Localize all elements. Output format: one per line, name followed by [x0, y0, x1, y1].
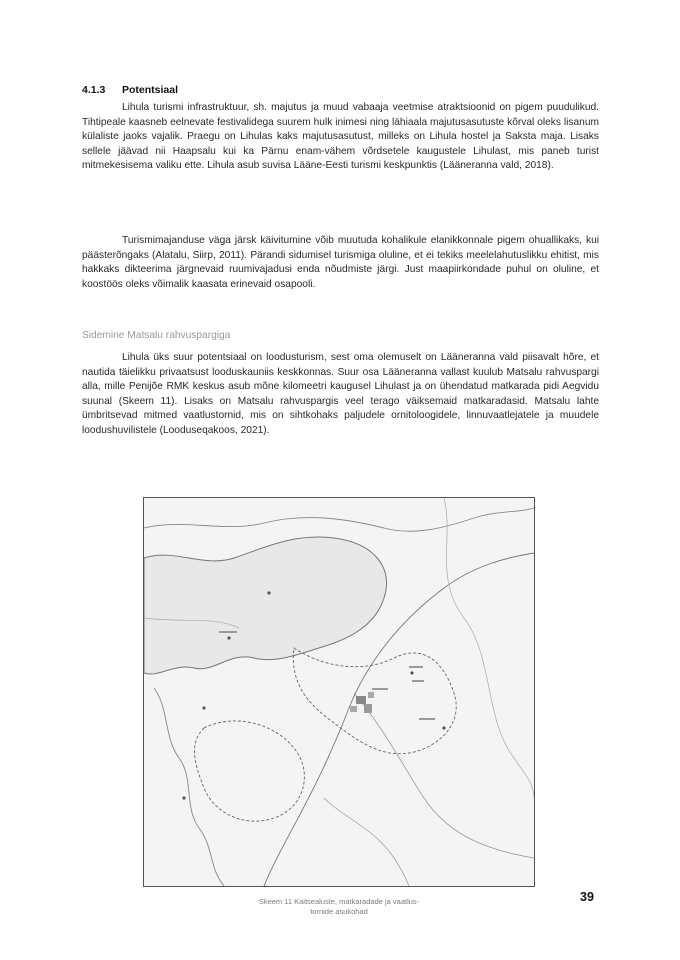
- paragraph-tourism-economy: Turismimajanduse väga järsk käivitumine võib muutuda kohalikule elanikkonnale pigem ohuallikaks, kui päästerõngaks (Alatalu, Siirp, 2011). Pärandi sidumisel turismiga oluline, et ei tekiks meelelahutuslikku ehitist, mis hakkaks dikteerima järgnevaid ruumivajadusi enda nõudmiste järgi. Just maapiirkondade puhul on oluline, et koostöös oleks võimalik kaasata erinevaid osapooli.: [82, 235, 599, 290]
- section-title: Potentsiaal: [122, 84, 179, 96]
- caption-line-1: Skeem 11 Kaitsealuste, matkaradade ja vaatlus-: [258, 897, 420, 906]
- paragraph-infrastructure: Lihula turismi infrastruktuur, sh. majutus ja muud vabaaja veetmise atraktsioonid on pigem puudulikud. Tihtipeale kaasneb eelnevate festivalidega suurem hulk inimesi ning lähiaala majutusasutuste kõrval oleks lisanum külaliste jaoks vajalik. Praegu on Lihulas kaks majutusasutust, milleks on Lihula hostel ja Saksta maja. Lisaks sellele jäävad nii Haapsalu kui ka Pärnu enam-vähem võrdsetele kaugustele Lihulast, mis paneb turist mitmekesisema valiku ette. Lihula asub suvisa Lääne-Eesti turismi keskpunktis (Lääneranna vald, 2018).: [82, 102, 599, 172]
- paragraph-nature-tourism: Lihula üks suur potentsiaal on loodusturism, sest oma olemuselt on Lääneranna vald piisavalt hõre, et nautida täielikku privaatsust looduskauniis keskkonnas. Suur osa Lääneranna vallast kuulub Matsalu rahvuspargi alla, mille Penijõe RMK keskus asub mõne kilomeetri kaugusel Lihulast ja on ühendatud matkarada pidi Aegvidu suunal (Skeem 11). Lisaks on Matsalu rahvuspargis veel terago väiksemaid matkaradasid. Matsalu lahte ümbritsevad mitmed vaatlustornid, mis on sihtkohaks paljudele ornitoloogidele, linnuvaatlejatele ja muudele loodushuvilistele (Looduseqakoos, 2021).: [82, 352, 599, 436]
- caption-line-2: tornide asukohad: [310, 907, 368, 916]
- section-number: 4.1.3: [82, 84, 106, 96]
- section-heading: [82, 84, 178, 96]
- map-drawing: [144, 498, 534, 886]
- page-number: 39: [580, 890, 594, 904]
- subheading: Sidemine Matsalu rahvuspargiga: [82, 330, 231, 341]
- figure-caption: [143, 897, 535, 917]
- map-figure: [143, 497, 535, 887]
